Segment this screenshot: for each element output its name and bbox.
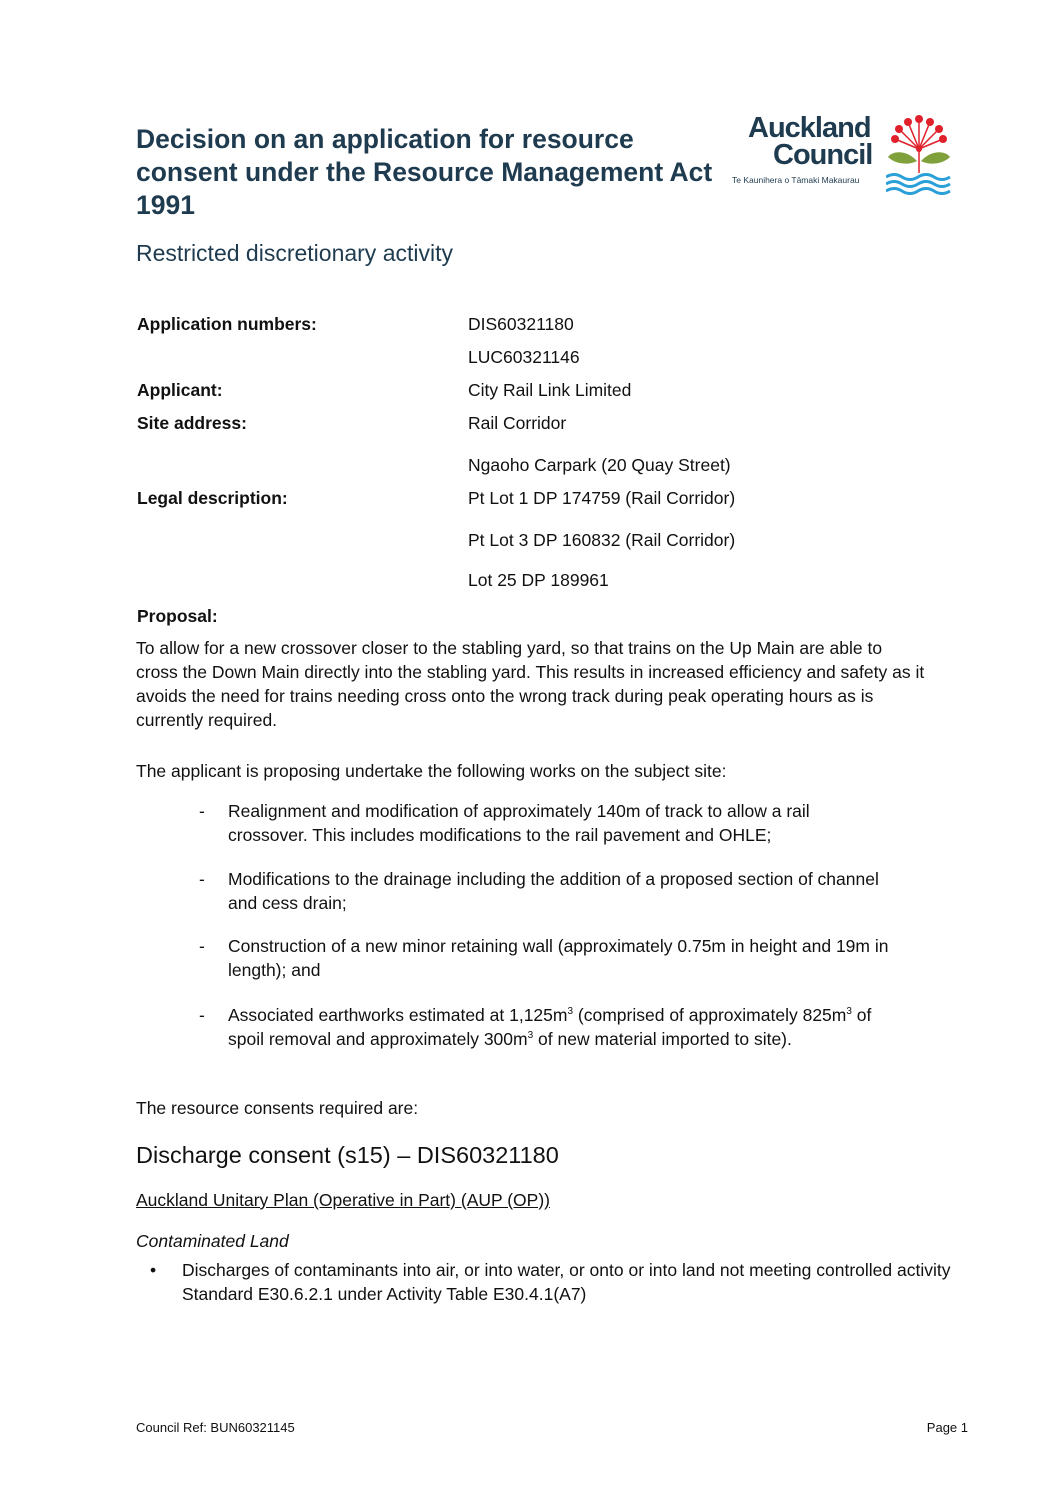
proposal-paragraph: To allow for a new crossover closer to the stabling yard, so that trains on the Up Main are able to cross the Down Main directly into the stabling yard. This results in increased efficiency and safety as it avoids the need for trains needing cross onto the wrong track during peak operating hours as is currently required.: [136, 638, 925, 730]
activity-type: Restricted discretionary activity: [136, 240, 453, 266]
earthworks-text: of new material imported to site).: [533, 1029, 792, 1049]
bullet-dash: -: [199, 801, 205, 821]
page-title: Decision on an application for resource consent under the Resource Management Act 1991: [136, 124, 713, 220]
site-address-2: Ngaoho Carpark (20 Quay Street): [468, 455, 731, 475]
pohutukawa-icon: [886, 113, 956, 195]
works-item: Modifications to the drainage including the addition of a proposed section of channel and cess drain;: [228, 869, 879, 913]
application-number-2: LUC60321146: [468, 347, 580, 367]
works-item-earthworks: [228, 1003, 898, 1051]
bullet-mark: •: [150, 1260, 157, 1280]
council-ref: Council Ref: BUN60321145: [136, 1420, 295, 1435]
applicant-label: Applicant:: [137, 380, 223, 400]
page-number: Page 1: [926, 1420, 968, 1435]
legal-description-1: Pt Lot 1 DP 174759 (Rail Corridor): [468, 488, 736, 508]
site-address-label: Site address:: [137, 413, 247, 433]
works-item: Realignment and modification of approximately 140m of track to allow a rail crossover. This includes modifications to the rail pavement and OHLE;: [228, 801, 810, 845]
works-item: Construction of a new minor retaining wall (approximately 0.75m in height and 19m in length); and: [228, 936, 889, 980]
superscript: 3: [567, 1006, 574, 1017]
bullet-dash: -: [199, 1005, 205, 1025]
logo-tagline: Te Kaunihera o Tāmaki Makaurau: [732, 175, 860, 185]
superscript: 3: [527, 1030, 534, 1041]
application-number-1: DIS60321180: [468, 314, 574, 334]
bullet-dash: -: [199, 869, 205, 889]
earthworks-text: (comprised of approximately 825m: [573, 1005, 847, 1025]
logo-line-2: Council: [773, 139, 873, 171]
legal-description-label: Legal description:: [137, 488, 288, 508]
bullet-dash: -: [199, 936, 205, 956]
legal-description-3: Lot 25 DP 189961: [468, 570, 609, 590]
consents-intro: The resource consents required are:: [136, 1098, 419, 1118]
application-numbers-label: Application numbers:: [137, 314, 317, 334]
earthworks-text: of spoil removal and approximately 300m: [228, 1005, 872, 1049]
consent-heading: Discharge consent (s15) – DIS60321180: [136, 1142, 559, 1168]
superscript: 3: [846, 1006, 852, 1017]
site-address-1: Rail Corridor: [468, 413, 567, 433]
logo-line-1: Auckland: [748, 112, 871, 144]
auckland-council-logo: [728, 113, 958, 198]
plan-reference: Auckland Unitary Plan (Operative in Part) (AUP (OP)): [136, 1190, 550, 1210]
consent-item: Discharges of contaminants into air, or into water, or onto or into land not meeting controlled activity Standard E30.6.2.1 under Activity Table E30.4.1(A7): [182, 1260, 951, 1304]
works-intro: The applicant is proposing undertake the following works on the subject site:: [136, 761, 727, 781]
category-label: Contaminated Land: [136, 1231, 289, 1251]
proposal-label: Proposal:: [137, 606, 218, 626]
applicant-value: City Rail Link Limited: [468, 380, 632, 400]
earthworks-text: Associated earthworks estimated at 1,125m: [228, 1005, 568, 1025]
legal-description-2: Pt Lot 3 DP 160832 (Rail Corridor): [468, 530, 736, 550]
